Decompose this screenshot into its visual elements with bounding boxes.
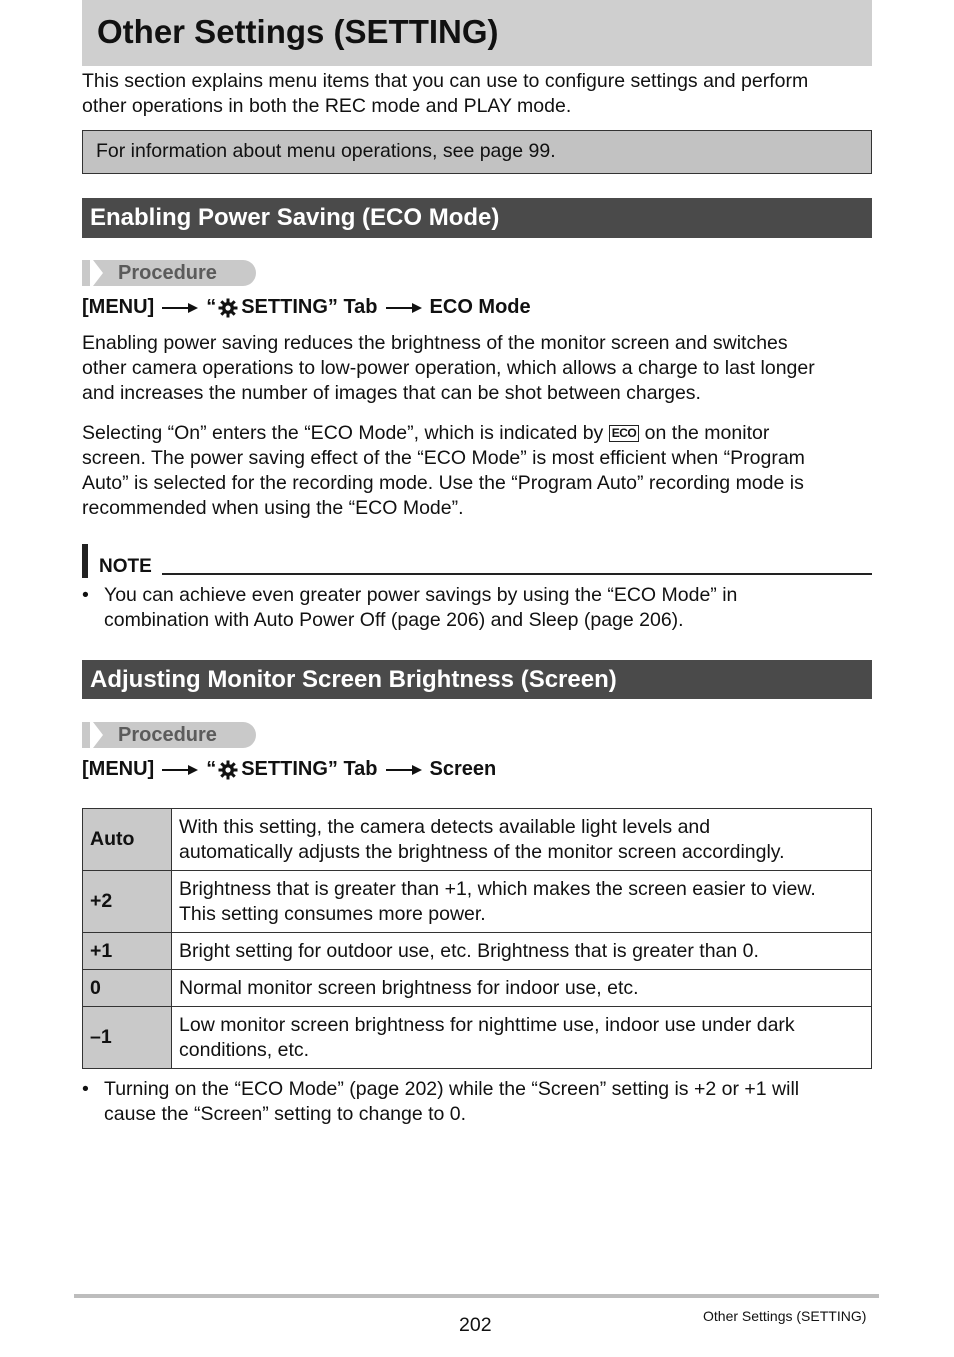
table-value: [172, 871, 872, 933]
setting-tab-label: SETTING” Tab: [241, 296, 378, 318]
bullet-line-text: cause the “Screen” setting to change to 0.: [104, 1103, 467, 1125]
bullet-dot: •: [82, 1078, 89, 1100]
table-value-line: This setting consumes more power.: [179, 902, 486, 925]
table-row: [83, 871, 872, 933]
note-marker: [82, 544, 88, 578]
section-heading-screen-text: Adjusting Monitor Screen Brightness (Screen): [90, 666, 617, 693]
table-value-line: Low monitor screen brightness for nighttime use, indoor use under dark: [179, 1013, 795, 1036]
note-line-text: You can achieve even greater power savings by using the “ECO Mode” in: [104, 584, 738, 606]
bullet-line-text: Turning on the “ECO Mode” (page 202) while the “Screen” setting is +2 or +1 will: [104, 1078, 800, 1100]
arrow-right-icon: [386, 302, 422, 314]
screen-settings-table: [82, 808, 872, 1069]
table-row: [83, 809, 872, 871]
gear-icon: [218, 760, 238, 780]
gear-icon: [218, 298, 238, 318]
table-key: Auto: [83, 809, 172, 871]
bullet-dot: •: [82, 584, 89, 606]
section-heading-eco-text: Enabling Power Saving (ECO Mode): [90, 204, 500, 231]
eco-paragraph-1: [82, 331, 882, 406]
note-line-text: combination with Auto Power Off (page 206) and Sleep (page 206).: [104, 609, 684, 631]
table-value-line: Normal monitor screen brightness for indoor use, etc.: [179, 976, 639, 999]
note-label: NOTE: [99, 556, 152, 577]
table-value: [172, 970, 872, 1007]
info-box-text: For information about menu operations, see page 99.: [96, 140, 556, 162]
title-bar: [82, 0, 872, 66]
table-key: +1: [83, 933, 172, 970]
eco-p2-line: recommended when using the “ECO Mode”.: [82, 497, 464, 519]
eco-p1-line: other camera operations to low-power operation, which allows a charge to last longer: [82, 357, 815, 379]
menu-label: [MENU]: [82, 296, 155, 318]
info-box: [82, 130, 872, 174]
eco-mode-target: ECO Mode: [429, 296, 531, 318]
eco-p1-line: and increases the number of images that can be shot between charges.: [82, 382, 701, 404]
table-row: [83, 933, 872, 970]
page-title: Other Settings (SETTING): [97, 13, 499, 50]
screen-bullet: [82, 1077, 882, 1127]
procedure-label-eco: [82, 260, 256, 286]
section-heading-screen: [82, 660, 872, 699]
menu-path-screen: [82, 758, 496, 781]
page-number: 202: [459, 1314, 492, 1336]
eco-p2-line-1: [82, 421, 882, 446]
table-key: +2: [83, 871, 172, 933]
menu-path-eco: [82, 296, 531, 319]
procedure-label-screen-text: Procedure: [118, 724, 217, 746]
quote-open: “: [206, 296, 217, 318]
screen-target: Screen: [429, 758, 497, 780]
quote-open: “: [206, 758, 217, 780]
table-value-line: With this setting, the camera detects available light levels and: [179, 815, 711, 838]
intro-line-1: This section explains menu items that you can use to configure settings and perform: [82, 70, 809, 92]
table-value: [172, 809, 872, 871]
table-value: [172, 1007, 872, 1069]
table-value-line: automatically adjusts the brightness of the monitor screen accordingly.: [179, 840, 785, 863]
footer-section-title: Other Settings (SETTING): [703, 1308, 867, 1324]
arrow-right-icon: [386, 764, 422, 776]
procedure-label-screen: [82, 722, 256, 748]
table-value-line: conditions, etc.: [179, 1038, 310, 1061]
table-key: –1: [83, 1007, 172, 1069]
eco-paragraph-2: [82, 421, 882, 521]
table-key: 0: [83, 970, 172, 1007]
table-value-line: Bright setting for outdoor use, etc. Brightness that is greater than 0.: [179, 939, 759, 962]
note-rule: [162, 573, 872, 575]
table-value-line: Brightness that is greater than +1, which makes the screen easier to view.: [179, 877, 816, 900]
intro-paragraph: [82, 69, 882, 119]
setting-tab-label: SETTING” Tab: [241, 758, 378, 780]
eco-p2-text: on the monitor: [644, 422, 770, 444]
intro-line-2: other operations in both the REC mode and PLAY mode.: [82, 95, 572, 117]
arrow-right-icon: [162, 302, 198, 314]
eco-p1-line: Enabling power saving reduces the brightness of the monitor screen and switches: [82, 332, 788, 354]
section-heading-eco: [82, 198, 872, 238]
arrow-right-icon: [162, 764, 198, 776]
table-value: [172, 933, 872, 970]
table-row: [83, 970, 872, 1007]
note-bullet: [82, 583, 882, 633]
footer-rule: [74, 1294, 879, 1298]
eco-mode-icon: ECO: [609, 425, 640, 442]
eco-p2-line: screen. The power saving effect of the “ECO Mode” is most efficient when “Program: [82, 447, 805, 469]
menu-label: [MENU]: [82, 758, 155, 780]
eco-p2-line: Auto” is selected for the recording mode. Use the “Program Auto” recording mode is: [82, 472, 804, 494]
table-row: [83, 1007, 872, 1069]
procedure-label-eco-text: Procedure: [118, 262, 217, 284]
eco-p2-text: Selecting “On” enters the “ECO Mode”, which is indicated by: [82, 422, 604, 444]
